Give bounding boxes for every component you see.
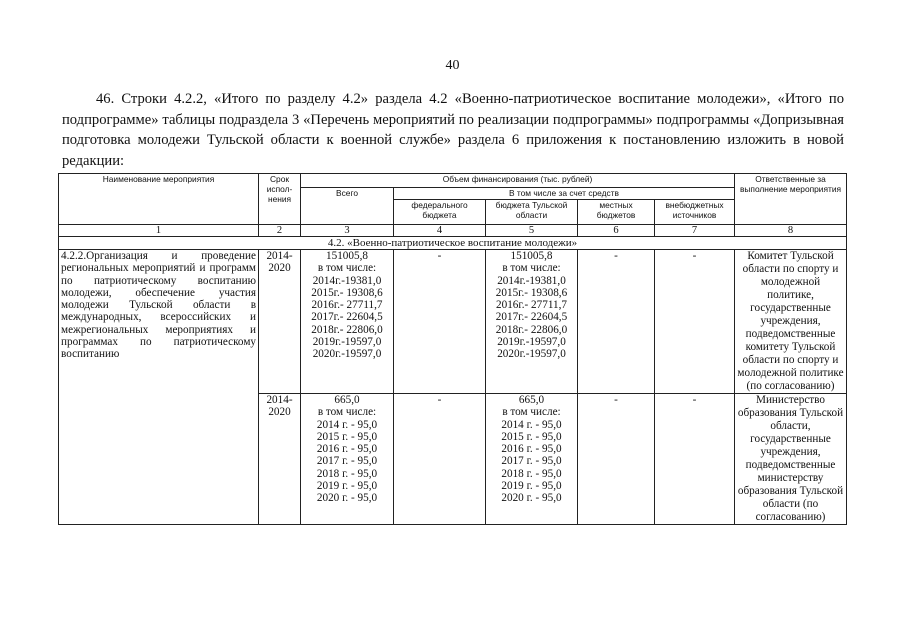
section-title: 4.2. «Военно-патриотическое воспитание молодежи» bbox=[59, 237, 847, 250]
total-line: 2019г.-19597,0 bbox=[312, 336, 382, 349]
regional-line: 2015г.- 19308,6 bbox=[495, 286, 568, 299]
responsible-cell: Комитет Тульской области по спорту и молодежной политике, государственные учреждения, подведомственные комитету Тульской области по спорту и молодежной политике (по согласованию) bbox=[735, 250, 847, 394]
col-number: 7 bbox=[655, 225, 735, 237]
col-number: 5 bbox=[486, 225, 578, 237]
federal-cell: - bbox=[394, 250, 486, 394]
total-line: 665,0 bbox=[334, 394, 360, 406]
total-line: 2020 г. - 95,0 bbox=[316, 492, 378, 505]
extrabudget-cell: - bbox=[655, 250, 735, 394]
federal-cell: - bbox=[394, 394, 486, 525]
regional-cell bbox=[486, 250, 578, 394]
header-term: Срок испол-нения bbox=[259, 174, 301, 225]
total-line: 2017 г. - 95,0 bbox=[316, 455, 378, 468]
total-line: 151005,8 bbox=[326, 250, 368, 262]
total-line: 2016 г. - 95,0 bbox=[316, 443, 378, 456]
total-line: 2015г.- 19308,6 bbox=[311, 286, 383, 299]
intro-paragraph: 46. Строки 4.2.2, «Итого по разделу 4.2» раздела 4.2 «Военно-патриотическое воспитание молодежи», «Итого по подпрограмме» таблицы подраздела 3 «Перечень мероприятий по реализации подпрограммы» подпрограммы «Допризывная подготовка молодежи Тульской области к военной службе» раздела 6 приложения к постановлению изложить в новой редакции: bbox=[62, 91, 844, 169]
header-total: Всего bbox=[301, 188, 394, 225]
col-number: 8 bbox=[735, 225, 847, 237]
local-cell: - bbox=[578, 250, 655, 394]
header-local: местных бюджетов bbox=[578, 200, 655, 225]
regional-line: 665,0 bbox=[518, 394, 545, 406]
header-name: Наименование мероприятия bbox=[59, 174, 259, 225]
total-line: 2020г.-19597,0 bbox=[312, 348, 382, 361]
total-line: 2019 г. - 95,0 bbox=[316, 480, 378, 493]
local-cell: - bbox=[578, 394, 655, 525]
extrabudget-cell: - bbox=[655, 394, 735, 525]
regional-line: 2015 г. - 95,0 bbox=[501, 430, 562, 443]
total-cell bbox=[301, 394, 394, 525]
total-line: 2018г.- 22806,0 bbox=[311, 323, 383, 336]
header-federal: федерального бюджета bbox=[394, 200, 486, 225]
total-cell bbox=[301, 250, 394, 394]
regional-line: 2018 г. - 95,0 bbox=[501, 467, 562, 480]
header-incl-sources: В том числе за счет средств bbox=[394, 188, 735, 200]
col-number: 6 bbox=[578, 225, 655, 237]
regional-line: 2014г.-19381,0 bbox=[497, 274, 566, 287]
total-line: 2016г.- 27711,7 bbox=[311, 299, 383, 312]
col-number: 4 bbox=[394, 225, 486, 237]
header-responsible: Ответственные за выполнение мероприятия bbox=[735, 174, 847, 225]
regional-line: в том числе: bbox=[502, 262, 561, 275]
funding-table bbox=[58, 173, 847, 525]
regional-cell bbox=[486, 394, 578, 525]
regional-line: 2018г.- 22806,0 bbox=[495, 323, 568, 336]
header-funding: Объем финансирования (тыс. рублей) bbox=[301, 174, 735, 188]
header-regional: бюджета Тульской области bbox=[486, 200, 578, 225]
header-extrabudget: внебюджетных источников bbox=[655, 200, 735, 225]
total-line: в том числе: bbox=[317, 262, 377, 275]
term-cell: 2014-2020 bbox=[259, 394, 301, 525]
col-number: 3 bbox=[301, 225, 394, 237]
total-line: 2018 г. - 95,0 bbox=[316, 467, 378, 480]
total-line: 2014г.-19381,0 bbox=[312, 274, 382, 287]
regional-line: в том числе: bbox=[502, 406, 561, 419]
regional-line: 2020г.-19597,0 bbox=[497, 348, 566, 361]
total-line: в том числе: bbox=[317, 406, 377, 419]
total-line: 2017г.- 22604,5 bbox=[311, 311, 383, 324]
regional-line: 2017 г. - 95,0 bbox=[501, 455, 562, 468]
regional-line: 2017г.- 22604,5 bbox=[495, 311, 568, 324]
regional-line: 2016 г. - 95,0 bbox=[501, 443, 562, 456]
table-row bbox=[59, 250, 847, 394]
regional-line: 2014 г. - 95,0 bbox=[501, 418, 562, 431]
responsible-cell: Министерство образования Тульской области, государственные учреждения, подведомственные министерству образования Тульской области (по согласованию) bbox=[735, 394, 847, 525]
regional-line: 2016г.- 27711,7 bbox=[496, 299, 567, 312]
term-cell: 2014-2020 bbox=[259, 250, 301, 394]
total-line: 2015 г. - 95,0 bbox=[316, 430, 378, 443]
col-number: 2 bbox=[259, 225, 301, 237]
regional-line: 2019г.-19597,0 bbox=[497, 336, 566, 349]
activity-name: 4.2.2.Организация и проведение региональных мероприятий и программ по патриотическому воспитанию молодежи, обеспечение участия молодежи Тульской области в международных, всероссийских и межрегиональных мероприятиях и программах по патриотическому воспитанию bbox=[59, 250, 259, 525]
page-number: 40 bbox=[445, 58, 460, 73]
regional-line: 2019 г. - 95,0 bbox=[501, 480, 562, 493]
regional-line: 151005,8 bbox=[510, 250, 553, 262]
total-line: 2014 г. - 95,0 bbox=[316, 418, 378, 431]
regional-line: 2020 г. - 95,0 bbox=[501, 492, 562, 505]
col-number: 1 bbox=[59, 225, 259, 237]
